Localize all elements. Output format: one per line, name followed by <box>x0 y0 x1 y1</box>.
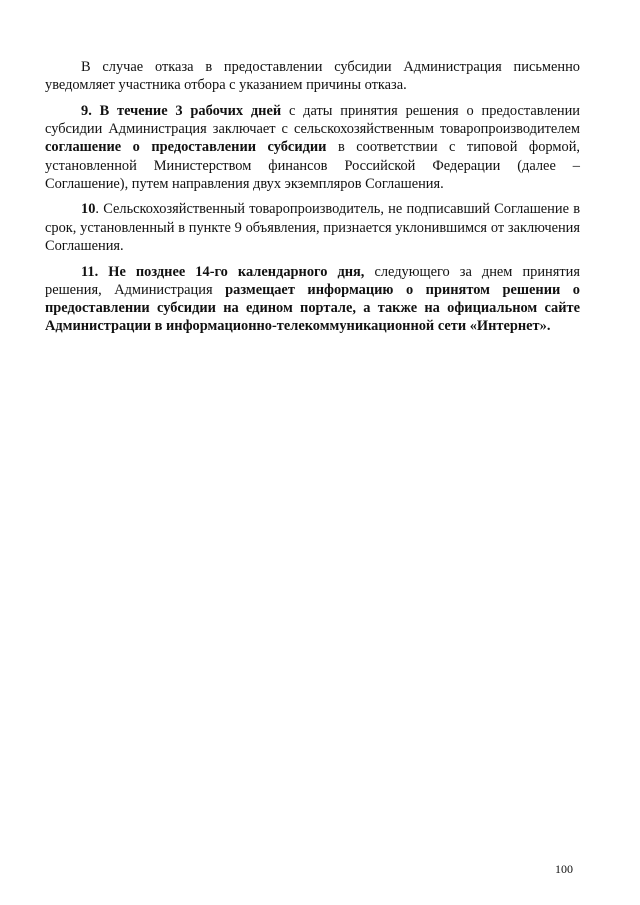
paragraph-clause-11 <box>45 263 580 336</box>
clause-11-publication: размещает информацию о принятом решении о предоставлении субсидии на едином портале, а также на официальном сайте Администрации в информационно-телекоммуникационной сети «Интернет». <box>45 281 581 335</box>
page-number: 100 <box>555 862 573 876</box>
paragraph-clause-10 <box>45 200 580 255</box>
clause-9-term: 9. В течение 3 рабочих дней <box>81 102 282 119</box>
clause-10-number: 10 <box>81 201 96 218</box>
clause-11-deadline: 11. Не позднее 14-го календарного дня, <box>81 263 365 280</box>
clause-9-agreement-term: соглашение о предоставлении субсидии <box>45 139 327 156</box>
clause-11-text: следующего за днем принятия решения, Администрация <box>45 263 580 298</box>
paragraph-clause-9 <box>45 102 580 193</box>
document-page <box>45 58 580 343</box>
refusal-notice-text: В случае отказа в предоставлении субсидии Администрация письменно уведомляет участника отбора с указанием причины отказа. <box>45 59 580 94</box>
clause-10-text: . Сельскохозяйственный товаропроизводитель, не подписавший Соглашение в срок, установленный в пункте 9 объявления, признается уклонившимся от заключения Соглашения. <box>45 201 580 254</box>
clause-9-text-end: в соответствии с типовой формой, установленной Министерством финансов Российской Федерации (далее – Соглашение), путем направления двух экземпляров Соглашения. <box>45 139 580 192</box>
paragraph-refusal-notice <box>45 58 580 94</box>
clause-9-text: с даты принятия решения о предоставлении субсидии Администрация заключает с сельскохозяйственным товаропроизводителем <box>45 102 580 138</box>
